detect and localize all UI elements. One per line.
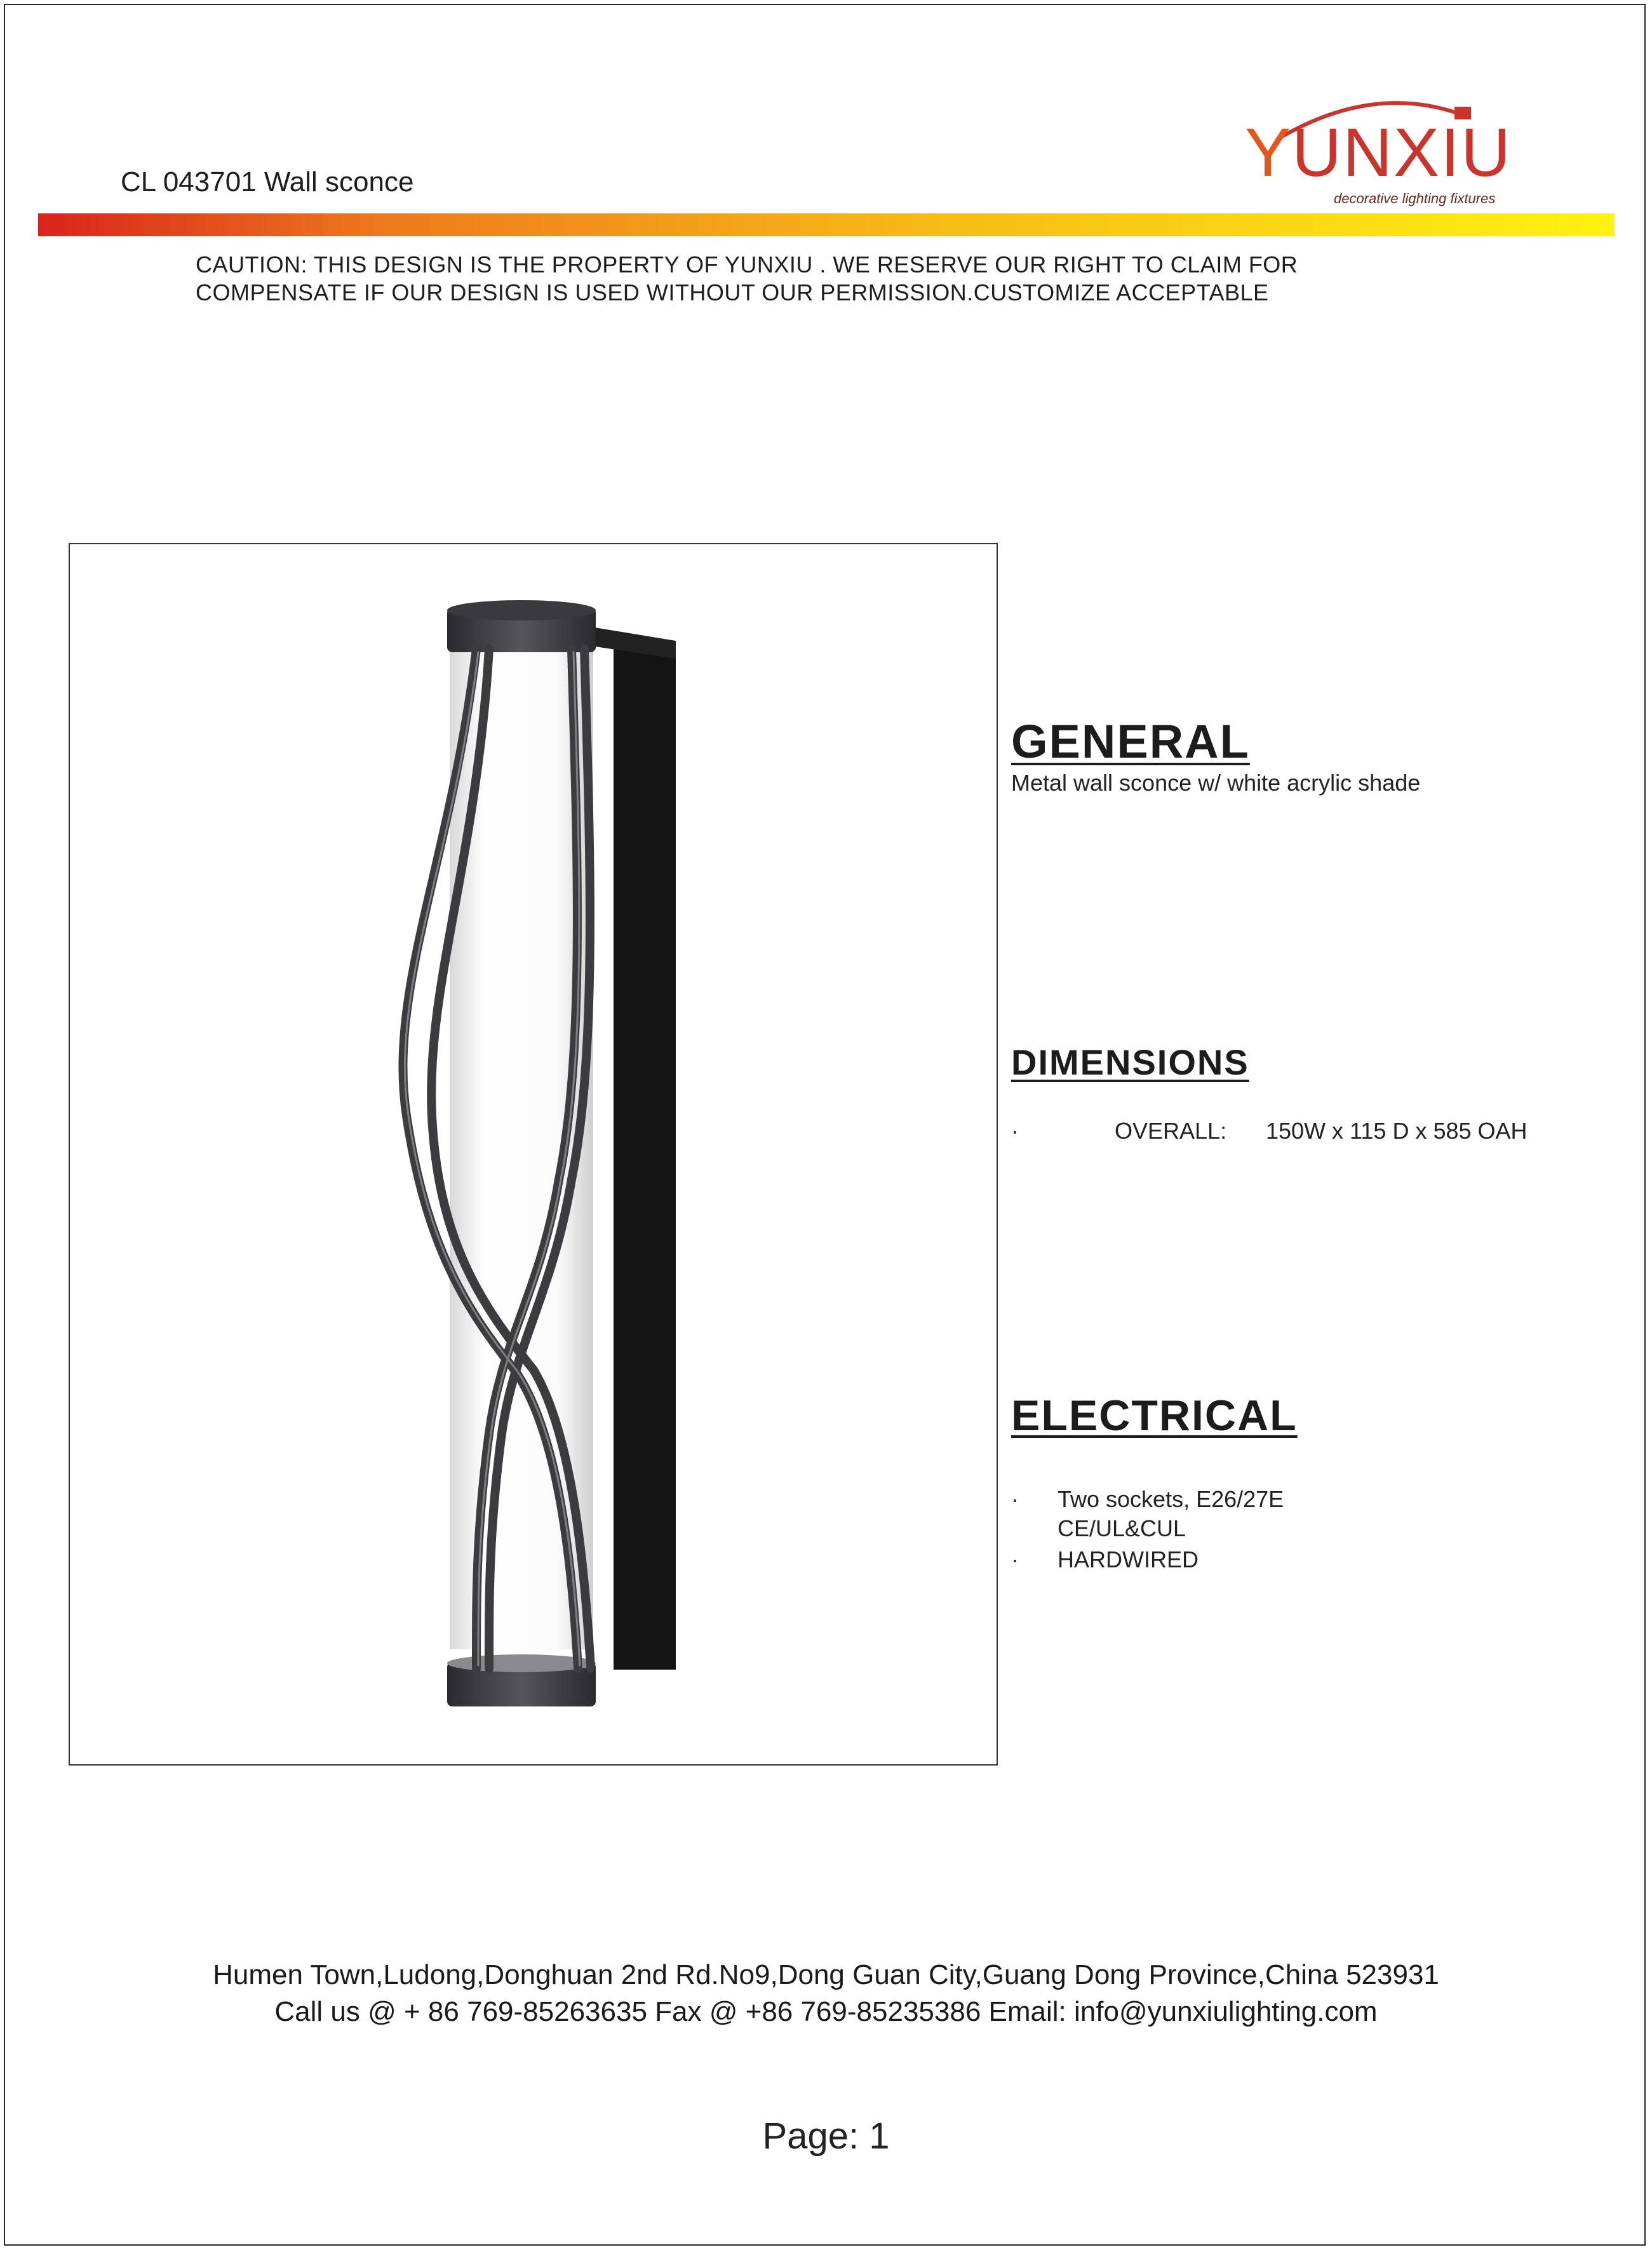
- electrical-item-sockets: Two sockets, E26/27E: [1058, 1486, 1284, 1512]
- footer-contact: Call us @ + 86 769-85263635 Fax @ +86 769-85235386 Email: info@yunxiulighting.com: [274, 1996, 1378, 2027]
- electrical-item-hardwired: HARDWIRED: [1058, 1546, 1199, 1572]
- electrical-heading: ELECTRICAL: [1011, 1391, 1298, 1440]
- product-photo-frame: [69, 543, 998, 1766]
- logo-letters-rest: UNXIU: [1292, 114, 1512, 191]
- dimensions-heading: DIMENSIONS: [1011, 1042, 1249, 1082]
- dimensions-label: OVERALL:: [1115, 1118, 1227, 1144]
- general-description: Metal wall sconce w/ white acrylic shade: [1011, 770, 1421, 796]
- brand-gradient-bar: [38, 213, 1615, 236]
- footer-address: Humen Town,Ludong,Donghuan 2nd Rd.No9,Dong Guan City,Guang Dong Province,China 523931: [213, 1959, 1439, 1990]
- wall-sconce-image: [70, 544, 997, 1764]
- logo-tagline: decorative lighting fixtures: [1334, 191, 1496, 206]
- logo-wordmark: [1245, 114, 1512, 191]
- electrical-item-certification: CE/UL&CUL: [1058, 1515, 1186, 1541]
- electrical-bullet-2: ·: [1011, 1546, 1019, 1572]
- brand-logo: [1245, 89, 1512, 216]
- caution-notice: [196, 251, 1298, 307]
- dimensions-bullet: ·: [1011, 1118, 1019, 1144]
- caution-line-1: CAUTION: THIS DESIGN IS THE PROPERTY OF YUNXIU . WE RESERVE OUR RIGHT TO CLAIM FOR: [196, 251, 1298, 278]
- document-title: CL 043701 Wall sconce: [121, 166, 414, 198]
- caution-line-2: COMPENSATE IF OUR DESIGN IS USED WITHOUT OUR PERMISSION.CUSTOMIZE ACCEPTABLE: [196, 279, 1269, 305]
- electrical-bullet-1: ·: [1011, 1486, 1019, 1512]
- dimensions-value: 150W x 115 D x 585 OAH: [1266, 1118, 1528, 1144]
- general-heading: GENERAL: [1011, 715, 1250, 768]
- page-number: Page: 1: [762, 2115, 890, 2157]
- logo-letter-y: Y: [1245, 114, 1293, 191]
